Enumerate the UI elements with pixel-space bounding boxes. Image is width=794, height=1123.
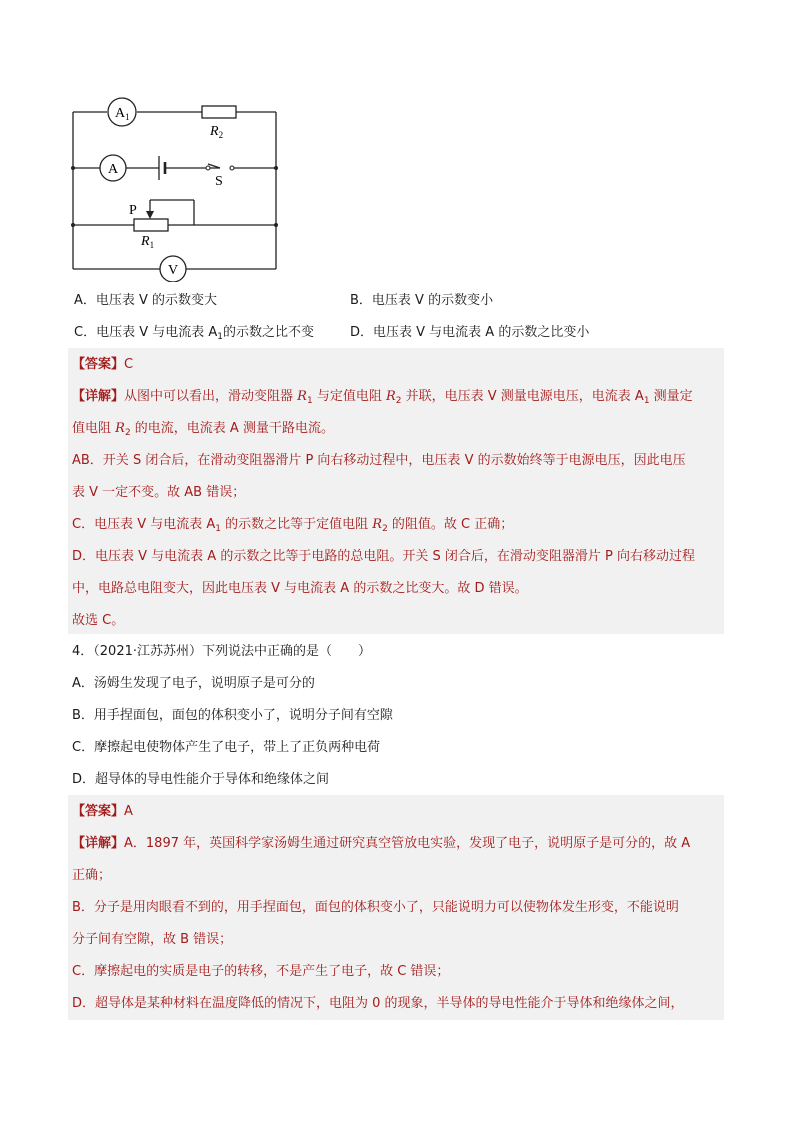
q3-detail-line-6: D．电压表 V 与电流表 A 的示数之比等于电路的总电阻。开关 S 闭合后，在滑动变阻器滑片 P 向右移动过程 (72, 549, 695, 564)
q4-detail-line-3: B．分子是用肉眼看不到的，用手捏面包，面包的体积变小了，只能说明力可以使物体发生形变，不能说明 (72, 900, 679, 915)
q3-answer: 【答案】C (72, 357, 134, 372)
q4-answer: 【答案】A (72, 804, 133, 819)
meter-v-label: V (168, 263, 179, 278)
q3-option-b: B．电压表 V 的示数变小 (350, 293, 494, 308)
q3-detail-line-5: C．电压表 V 与电流表 $A_1$ 的示数之比等于定值电阻 $R_2$ 的阻值。故 C 正确； (72, 517, 514, 534)
q3-detail-line-1: 【详解】从图中可以看出，滑动变阻器 $R_1$ 与定值电阻 $R_2$ 并联，电压表 V 测量电源电压，电流表 $A_1$ 测量定 (72, 389, 693, 406)
meter-a1-label: $A_1$ (115, 106, 130, 122)
q3-detail-line-4: 表 V 一定不变。故 AB 错误； (72, 485, 246, 500)
q4-detail-line-2: 正确； (72, 868, 112, 883)
r1-label: $R_1$ (141, 234, 155, 250)
q3-option-d: D．电压表 V 与电流表 A 的示数之比变小 (350, 325, 590, 340)
q4-option-a: A．汤姆生发现了电子，说明原子是可分的 (72, 676, 315, 691)
r2-label: $R_2$ (210, 124, 224, 140)
q3-detail-line-3: AB．开关 S 闭合后，在滑动变阻器滑片 P 向右移动过程中，电压表 V 的示数始终等于电源电压，因此电压 (72, 453, 686, 468)
circuit-diagram (60, 92, 290, 282)
meter-a-label: A (108, 162, 119, 177)
q4-option-c: C．摩擦起电使物体产生了电子，带上了正负两种电荷 (72, 740, 381, 755)
q3-detail-line-2: 值电阻 $R_2$ 的电流，电流表 A 测量干路电流。 (72, 421, 334, 438)
q3-option-a: A．电压表 V 的示数变大 (74, 293, 218, 308)
q4-stem: 4．（2021·江苏苏州）下列说法中正确的是（ ） (72, 644, 371, 659)
switch-s-label: S (215, 174, 223, 189)
q4-detail-line-6: D．超导体是某种材料在温度降低的情况下，电阻为 0 的现象，半导体的导电性能介于导体和绝缘体之间， (72, 996, 684, 1011)
q4-option-d: D．超导体的导电性能介于导体和绝缘体之间 (72, 772, 330, 787)
q3-detail-line-8: 故选 C。 (72, 613, 125, 628)
q4-detail-line-1: 【详解】A．1897 年，英国科学家汤姆生通过研究真空管放电实验，发现了电子，说明原子是可分的，故 A (72, 836, 691, 851)
q3-detail-line-7: 中，电路总电阻变大，因此电压表 V 与电流表 A 的示数之比变大。故 D 错误。 (72, 581, 528, 596)
q4-option-b: B．用手捏面包，面包的体积变小了，说明分子间有空隙 (72, 708, 393, 723)
q3-option-c: C．电压表 V 与电流表 $A_1$的示数之比不变 (74, 325, 315, 342)
slider-p-label: P (129, 203, 137, 218)
q4-detail-line-5: C．摩擦起电的实质是电子的转移，不是产生了电子，故 C 错误； (72, 964, 450, 979)
q4-detail-line-4: 分子间有空隙，故 B 错误； (72, 932, 233, 947)
